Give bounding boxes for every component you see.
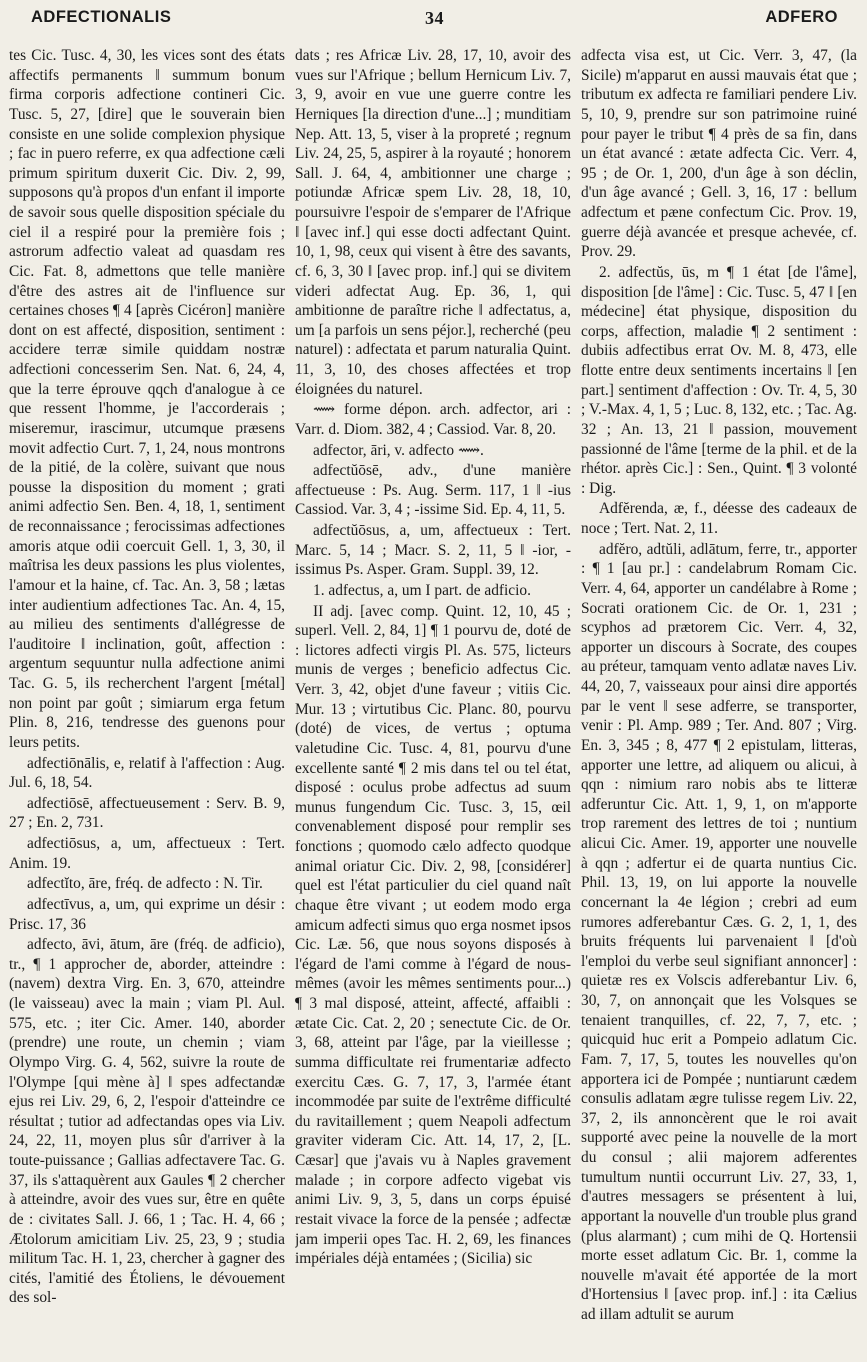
- entry-paragraph: 1. adfectus, a, um I part. de adficio.: [313, 581, 531, 599]
- column-middle: [295, 46, 571, 1356]
- entry-paragraph: adfectŭōsus, a, um, affectueux : Tert. Marc. 5, 14 ; Macr. S. 2, 11, 5 ‖ -ior, -issimus Ps. Asper. Gram. Suppl. 39, 12.: [295, 522, 571, 579]
- entry-paragraph: dats ; res Africæ Liv. 28, 17, 10, avoir des vues sur l'Afrique ; bellum Hernicum Liv. 7, 3, 9, avoir en vue une guerre contre les Herniques [la direction d'une...] ; munditiam Nep. Att. 13, 5, viser à la propreté ; regnum Liv. 24, 25, 5, aspirer à la royauté ; honorem Sall. J. 64, 4, ambitionner une charge ; potiundæ Africæ spem Liv. 28, 18, 10, poursuivre l'espoir de s'emparer de l'Afrique ‖ [avec inf.] qui esse docti adfectant Quint. 10, 1, 98, ceux qui visent à être des savants, cf. 6, 3, 30 ‖ [avec prop. inf.] qui se divitem videri adfectat Aug. Ep. 36, 1, qui ambitionne de paraître riche ‖ adfectatus, a, um [a parfois un sens péjor.], recherché (peu naturel) : adfectata et parum naturalia Quint. 11, 3, 10, des choses affectées et trop éloignées du naturel.: [295, 47, 571, 398]
- entry-paragraph: adfectiōnālis, e, relatif à l'affection : Aug. Jul. 6, 18, 54.: [9, 754, 285, 792]
- entry-paragraph: 2. adfectŭs, ūs, m ¶ 1 état [de l'âme], disposition [de l'âme] : Cic. Tusc. 5, 47 ‖ [en médecine] état physique, disposition du corps, affection, maladie ¶ 2 sentiment : dubiis adfectibus errat Ov. M. 8, 473, elle flotte entre deux sentiments incertains ‖ [en part.] sentiment d'affection : Ov. Tr. 4, 5, 30 ; V.-Max. 4, 1, 5 ; Luc. 8, 132, etc. ; Tac. Ag. 32 ; An. 13, 21 ‖ passion, mouvement passionné de l'âme [terme de la phil. et de la rhétor. après Cic.] : Sen., Quint. ¶ 3 volonté : Dig.: [581, 263, 857, 497]
- column-right: [581, 46, 857, 1356]
- entry-paragraph: adfectīvus, a, um, qui exprime un désir : Prisc. 17, 36: [9, 895, 285, 933]
- entry-paragraph: tes Cic. Tusc. 4, 30, les vices sont des états affectifs permanents ‖ summum bonum firma corporis adfectione contineri Cic. Tusc. 5, 27, [dire] que le souverain bien consiste en une solide complexion physique ; fac in puero referre, ex qua adfectione cæli primum spiritum duxerit Cic. Div. 2, 99, supposons qu'à propos d'un enfant il importe de savoir sous quelle disposition spéciale du ciel il a respiré pour la première fois ; astrorum adfectio valeat ad quasdam res Cic. Fat. 8, admettons que telle manière d'être des astres ait de l'influence sur certaines choses ¶ 4 [après Cicéron] manière dont on est affecté, disposition, sentiment : accidere terræ simile quiddam nostræ adfectioni concesserim Sen. Nat. 6, 24, 4, que la terre éprouve qqch d'analogue à ce que ressent l'homme, je l'accorderais ; miseremur, irascimur, utcumque præsens movit adfectio Curt. 7, 1, 24, nous montrons de la pitié, de la colère, suivant que nous pousse la disposition du moment ; grati animi adfectio Sen. Ben. 4, 18, 1, sentiment de reconnaissance ; ferocissimas adfectiones amoris atque odii coercuit Gell. 1, 3, 30, il maîtrisa les deux passions les plus violentes, l'amour et la haine, cf. Tac. An. 3, 58 ; lætas inter audientium adfectiones Tac. An. 4, 15, au milieu des sentiments d'allégresse de l'auditoire ‖ inclination, goût, affection : argentum sequuntur nulla adfectione animi Tac. G. 5, ils recherchent l'argent [métal] non point par goût ; simiarum erga fetum Plin. 8, 216, tendresse des guenons pour leurs petits.: [9, 47, 285, 751]
- entry-paragraph: adfectĭto, āre, fréq. de adfecto : N. Tir.: [27, 875, 263, 893]
- entry-paragraph: adfecta visa est, ut Cic. Verr. 3, 47, (la Sicile) m'apparut en aussi mauvais état que ; tributum ex adfecta re familiari pendere Liv. 5, 10, 9, prendre sur son patrimoine ruiné pour payer le tribut ¶ 4 près de sa fin, dans un état avancé : ætate adfecta Cic. Verr. 4, 95 ; de Or. 1, 200, d'un âge à son déclin, d'un âge avancé ; Gell. 3, 16, 17 : bellum adfectum et pæne confectum Cic. Prov. 19, guerre déjà avancée et presque achevée, cf. Prov. 29.: [581, 47, 857, 261]
- entry-paragraph: adfectiōsus, a, um, affectueux : Tert. Anim. 19.: [9, 835, 285, 872]
- entry-paragraph: adfectiōsē, affectueusement : Serv. B. 9, 27 ; En. 2, 731.: [9, 794, 285, 832]
- entry-paragraph: adfecto, āvi, ātum, āre (fréq. de adficio), tr., ¶ 1 approcher de, aborder, atteindre : (navem) dextra Virg. En. 3, 670, atteindre (le vaisseau) avec la main ; viam Pl. Aul. 575, etc. ; iter Cic. Amer. 140, aborder (prendre) une route, un chemin ; viam Olympo Virg. G. 4, 562, suivre la route de l'Olympe [qui mène à] ‖ spes adfectandæ ejus rei Liv. 29, 6, 2, l'espoir d'atteindre ce résultat ; tutior ad adfectandas opes via Liv. 24, 22, 11, moyen plus sûr d'arriver à la toute-puissance ; Gallias adfectavere Tac. G. 37, ils s'attaquèrent aux Gaules ¶ 2 chercher à atteindre, avoir des vues sur, être en quête de : civitates Sall. J. 66, 1 ; Tac. H. 4, 66 ; Ætolorum amicitiam Liv. 25, 23, 9 ; studia militum Tac. H. 1, 23, chercher à gagner des cités, l'amitié des Étoliens, le dévouement des sol-: [9, 936, 285, 1307]
- page-header: [9, 8, 858, 42]
- entry-paragraph: ⟿ forme dépon. arch. adfector, ari : Varr. d. Diom. 382, 4 ; Cassiod. Var. 8, 20.: [295, 401, 571, 438]
- text-columns: [9, 46, 858, 1356]
- page-number: 34: [425, 8, 444, 28]
- column-left: [9, 46, 285, 1356]
- guide-word-left: ADFECTIONALIS: [31, 8, 172, 26]
- entry-paragraph: II adj. [avec comp. Quint. 12, 10, 45 ; superl. Vell. 2, 84, 1] ¶ 1 pourvu de, doté de : lictores adfecti virgis Pl. As. 575, licteurs munis de verges ; beneficio adfectus Cic. Verr. 3, 42, objet d'une faveur ; vitiis Cic. Mur. 13 ; virtutibus Cic. Planc. 80, pourvu (doté) de vices, de vertus ; optuma valetudine Cic. Tusc. 4, 81, pourvu d'une excellente santé ¶ 2 mis dans tel ou tel état, disposé : oculus probe adfectus ad suum munus fungendum Cic. Tusc. 3, 15, œil convenablement disposé pour remplir ses fonctions ; quomodo cælo adfecto quodque animal oriatur Cic. Div. 2, 98, [considérer] quel est l'état particulier du ciel quand naît chaque être vivant ; ut eodem modo erga amicum adfecti simus quo erga nosmet ipsos Cic. Læ. 56, que nous soyons disposés à l'égard de l'ami comme à l'égard de nous-mêmes (avoir les mêmes sentiments pour...) ¶ 3 mal disposé, atteint, affecté, affaibli : ætate Cic. Cat. 2, 20 ; senectute Cic. de Or. 3, 68, atteint par l'âge, par la vieillesse ; summa difficultate rei frumentariæ adfecto exercitu Cæs. G. 7, 17, 3, l'armée étant incommodée par suite de l'extrême difficulté du ravitaillement ; quem Neapoli adfectum graviter videram Cic. Att. 14, 17, 2, [L. Cæsar] que j'avais vu à Naples gravement malade ; in corpore adfecto vigebat vis animi Liv. 9, 3, 5, dans un corps épuisé restait vivace la force de la pensée ; adfectæ jam imperii opes Tac. H. 2, 69, les finances impériales déjà entamées ; (Sicilia) sic: [295, 602, 571, 1268]
- guide-word-right: ADFERO: [765, 8, 838, 26]
- entry-paragraph: adfĕro, adtŭli, adlātum, ferre, tr., apporter : ¶ 1 [au pr.] : candelabrum Romam Cic. Verr. 4, 64, apporter un candélabre à Rome ; Socrati orationem Cic. de Or. 1, 231 ; scyphos ad prætorem Cic. Verr. 4, 32, apporter un discours à Socrate, des coupes au préteur, tamquam vento adlatæ naves Liv. 44, 20, 7, vaisseaux pour ainsi dire apportés par le vent ‖ sese adferre, se transporter, venir : Pl. Amp. 989 ; Ter. And. 807 ; Virg. En. 3, 345 ; 8, 477 ¶ 2 epistulam, litteras, apporter une lettre, ad aliquem ou alicui, à qqn : nimium raro nobis abs te litteræ adferuntur Cic. Att. 1, 9, 1, on m'apporte trop rarement des lettres de toi ; nuntium alicui Cic. Amer. 19, apporter une nouvelle à qqn ; adfertur ei de quarta nuntius Cic. Phil. 13, 19, on lui apporte la nouvelle concernant la 4e légion ; crebri ad eum rumores adferebantur Cæs. G. 2, 1, 1, des bruits fréquents lui parvenaient ‖ [d'où l'emploi du verbe seul signifiant annoncer] : quietæ res ex Volscis adferebantur Liv. 6, 30, 7, on annonçait que les Volsques se tenaient tranquilles, cf. 22, 7, 7, etc. ; quicquid huc erit a Pompeio adlatum Cic. Fam. 7, 17, 5, toutes les nouvelles qu'on apportera ici de Pompée ; nuntiarunt cædem consulis adlatam ægre tulisse regem Liv. 22, 37, 2, ils annoncèrent que le roi avait supporté avec peine la nouvelle de la mort du consul ; alii majorem adferentes tumultum nuntii occurrunt Liv. 27, 33, 1, d'autres messagers se présentent à lui, apportant la nouvelle d'un trouble plus grand (plus alarmant) ; cum mihi de Q. Hortensii morte esset adlatum Cic. Br. 1, comme la nouvelle m'avait été apportée de la mort d'Hortensius ‖ [avec prop. inf.] : ita Cælius ad illam adtulit se aurum: [581, 540, 857, 1323]
- entry-paragraph: adfector, āri, v. adfecto ⟿.: [313, 441, 484, 459]
- entry-paragraph: Adfĕrenda, æ, f., déesse des cadeaux de noce ; Tert. Nat. 2, 11.: [581, 500, 857, 537]
- entry-paragraph: adfectŭōsē, adv., d'une manière affectueuse : Ps. Aug. Serm. 117, 1 ‖ -ius Cassiod. Var. 3, 4 ; -issime Sid. Ep. 4, 11, 5.: [295, 462, 571, 519]
